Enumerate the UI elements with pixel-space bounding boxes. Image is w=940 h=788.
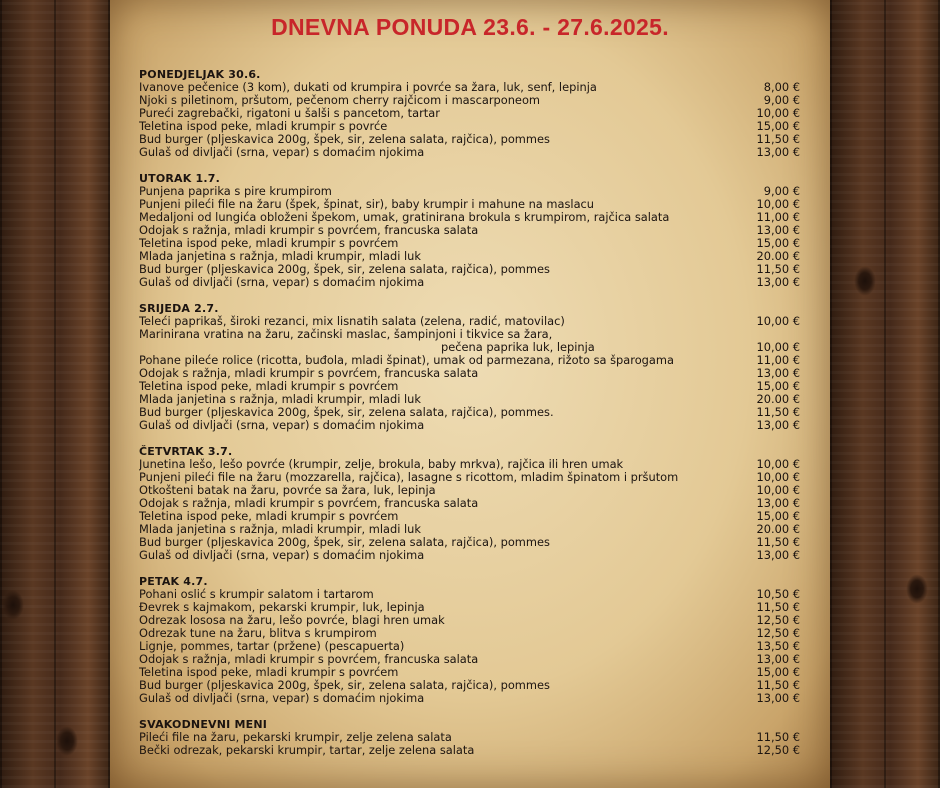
menu-item-price: 9,00 €	[763, 93, 800, 107]
menu-section	[139, 575, 800, 705]
menu-item-price: 11,50 €	[756, 730, 800, 744]
menu-item	[139, 601, 800, 614]
menu-item-name: Pohane pileće rolice (ricotta, buđola, mladi špinat), umak od parmezana, rižoto sa šparogama	[139, 354, 674, 367]
menu-section	[139, 68, 800, 159]
menu-item-name: Punjeni pileći file na žaru (špek, špinat, sir), baby krumpir i mahune na maslacu	[139, 198, 595, 211]
menu-item-name: Gulaš od divljači (srna, vepar) s domaćim njokima	[139, 692, 425, 705]
menu-item	[139, 224, 800, 237]
menu-item-name: Junetina lešo, lešo povrće (krumpir, zelje, brokula, baby mrkva), rajčica ili hren umak	[139, 458, 624, 471]
menu-item-price: 15,00 €	[756, 236, 800, 250]
menu-item-price: 13,00 €	[756, 366, 800, 380]
wood-knot	[906, 574, 928, 604]
menu-item-name: Gulaš od divljači (srna, vepar) s domaćim njokima	[139, 419, 425, 432]
day-heading: SVAKODNEVNI MENI	[139, 718, 268, 731]
menu-item-name: Odojak s ražnja, mladi krumpir s povrćem, francuska salata	[139, 497, 479, 510]
menu-item	[139, 627, 800, 640]
menu-section	[139, 302, 800, 432]
menu-item-name: Teletina ispod peke, mladi krumpir s povrćem	[139, 237, 399, 250]
menu-item-price: 11,50 €	[756, 678, 800, 692]
menu-item-name: Ivanove pečenice (3 kom), dukati od krumpira i povrće sa žara, luk, senf, lepinja	[139, 81, 597, 94]
menu-item	[139, 523, 800, 536]
menu-item-name: Odrezak tune na žaru, blitva s krumpirom	[139, 627, 377, 640]
menu-item-name: Pohani oslić s krumpir salatom i tartarom	[139, 588, 374, 601]
menu-item	[139, 120, 800, 133]
menu-item-name: Bud burger (pljeskavica 200g, špek, sir, zelena salata, rajčica), pommes	[139, 263, 550, 276]
menu-item	[139, 393, 800, 406]
menu-item-price: 12,50 €	[756, 743, 800, 757]
menu-item	[139, 133, 800, 146]
menu-item-name: Teletina ispod peke, mladi krumpir s povrćem	[139, 510, 399, 523]
menu-item-price: 11,50 €	[756, 262, 800, 276]
menu-item-price: 15,00 €	[756, 665, 800, 679]
menu-item	[139, 679, 800, 692]
menu-item-price: 10,00 €	[756, 483, 800, 497]
menu-item	[139, 406, 800, 419]
menu-item	[139, 536, 800, 549]
menu-item	[139, 692, 800, 705]
menu-item	[139, 653, 800, 666]
menu-item-price: 12,50 €	[756, 626, 800, 640]
daily-menu	[139, 68, 800, 770]
menu-item-name: Medaljoni od lungića obloženi špekom, umak, gratinirana brokula s krumpirom, rajčica salata	[139, 211, 670, 224]
menu-item-name: Punjena paprika s pire krumpirom	[139, 185, 332, 198]
menu-item-name: Odojak s ražnja, mladi krumpir s povrćem, francuska salata	[139, 367, 479, 380]
menu-item	[139, 380, 800, 393]
menu-item	[139, 666, 800, 679]
menu-item-price: 10,00 €	[756, 470, 800, 484]
menu-item	[139, 237, 800, 250]
menu-item	[139, 588, 800, 601]
menu-item-continuation	[139, 341, 800, 354]
menu-item	[139, 497, 800, 510]
menu-item-price: 13,00 €	[756, 691, 800, 705]
menu-item-name: Bečki odrezak, pekarski krumpir, tartar, zelje zelena salata	[139, 744, 475, 757]
menu-item-name: Njoki s piletinom, pršutom, pečenom cherry rajčicom i mascarponeom	[139, 94, 541, 107]
menu-item-price: 11,00 €	[756, 210, 800, 224]
menu-paper	[110, 0, 830, 788]
wood-knot	[56, 726, 78, 756]
menu-item-name: Đevrek s kajmakom, pekarski krumpir, luk, lepinja	[139, 601, 425, 614]
menu-item-name: Odojak s ražnja, mladi krumpir s povrćem, francuska salata	[139, 653, 479, 666]
menu-item-price: 10,00 €	[756, 457, 800, 471]
menu-item-price: 8,00 €	[763, 80, 800, 94]
menu-item-name: Bud burger (pljeskavica 200g, špek, sir, zelena salata, rajčica), pommes	[139, 536, 550, 549]
menu-item-price: 13,00 €	[756, 145, 800, 159]
menu-item	[139, 107, 800, 120]
menu-item-name: Bud burger (pljeskavica 200g, špek, sir, zelena salata, rajčica), pommes	[139, 679, 550, 692]
menu-item	[139, 458, 800, 471]
menu-item-name: Odrezak lososa na žaru, lešo povrće, blagi hren umak	[139, 614, 445, 627]
menu-item	[139, 211, 800, 224]
menu-item-name: Gulaš od divljači (srna, vepar) s domaćim njokima	[139, 549, 425, 562]
menu-item	[139, 510, 800, 523]
wood-knot	[854, 266, 876, 296]
menu-item-name: Mlada janjetina s ražnja, mladi krumpir, mladi luk	[139, 250, 422, 263]
menu-item-name: Lignje, pommes, tartar (pržene) (pescapuerta)	[139, 640, 405, 653]
menu-item-price: 20.00 €	[756, 249, 800, 263]
day-heading: ČETVRTAK 3.7.	[139, 445, 233, 458]
menu-item-name: Bud burger (pljeskavica 200g, špek, sir, zelena salata, rajčica), pommes.	[139, 406, 554, 419]
menu-item-price: 9,00 €	[763, 184, 800, 198]
menu-item-price: 15,00 €	[756, 379, 800, 393]
day-heading: PETAK 4.7.	[139, 575, 208, 588]
menu-item-name: Mlada janjetina s ražnja, mladi krumpir, mladi luk	[139, 523, 422, 536]
day-heading: UTORAK 1.7.	[139, 172, 220, 185]
menu-section	[139, 718, 800, 757]
menu-item	[139, 185, 800, 198]
wood-panel-left	[0, 0, 110, 788]
menu-item	[139, 81, 800, 94]
menu-item-name: Pileći file na žaru, pekarski krumpir, zelje zelena salata	[139, 731, 452, 744]
menu-item-price: 10,50 €	[756, 587, 800, 601]
menu-item-price: 10,00 €	[756, 106, 800, 120]
menu-item	[139, 146, 800, 159]
menu-item-price: 13,00 €	[756, 223, 800, 237]
menu-item	[139, 276, 800, 289]
menu-item-name: Teletina ispod peke, mladi krumpir s povrćem	[139, 380, 399, 393]
menu-item-name: Pureći zagrebački, rigatoni u šalši s pancetom, tartar	[139, 107, 440, 120]
menu-item-price: 11,50 €	[756, 600, 800, 614]
menu-item	[139, 484, 800, 497]
menu-item	[139, 419, 800, 432]
menu-item-price: 11,50 €	[756, 535, 800, 549]
menu-item-name: Teleći paprikaš, široki rezanci, mix lisnatih salata (zelena, radić, matovilac)	[139, 315, 565, 328]
menu-item-price: 13,00 €	[756, 548, 800, 562]
menu-item-name: Teletina ispod peke, mladi krumpir s povrće	[139, 120, 388, 133]
menu-item-price: 13,50 €	[756, 639, 800, 653]
menu-item	[139, 354, 800, 367]
menu-item-price: 13,00 €	[756, 496, 800, 510]
menu-item-name-continuation: pečena paprika luk, lepinja	[441, 341, 595, 354]
menu-item	[139, 94, 800, 107]
menu-item-price: 15,00 €	[756, 119, 800, 133]
menu-item	[139, 471, 800, 484]
menu-item-name: Gulaš od divljači (srna, vepar) s domaćim njokima	[139, 146, 425, 159]
day-heading: SRIJEDA 2.7.	[139, 302, 219, 315]
page-title: DNEVNA PONUDA 23.6. - 27.6.2025.	[271, 14, 669, 40]
menu-item	[139, 198, 800, 211]
menu-item-price: 20.00 €	[756, 392, 800, 406]
menu-item	[139, 315, 800, 328]
menu-item-name: Mlada janjetina s ražnja, mladi krumpir, mladi luk	[139, 393, 422, 406]
menu-item-price: 20.00 €	[756, 522, 800, 536]
menu-item	[139, 367, 800, 380]
menu-item-name: Punjeni pileći file na žaru (mozzarella, rajčica), lasagne s ricottom, mladim špinatom i pršutom	[139, 471, 679, 484]
menu-item-price: 10,00 €	[756, 197, 800, 211]
menu-item	[139, 328, 800, 341]
menu-item-price: 13,00 €	[756, 652, 800, 666]
menu-item-name: Bud burger (pljeskavica 200g, špek, sir, zelena salata, rajčica), pommes	[139, 133, 550, 146]
menu-item-name: Otkošteni batak na žaru, povrće sa žara, luk, lepinja	[139, 484, 436, 497]
menu-item-price: 10,00 €	[756, 314, 800, 328]
menu-item-price: 10,00 €	[756, 340, 800, 354]
menu-item-name: Marinirana vratina na žaru, začinski maslac, šampinjoni i tikvice sa žara,	[139, 328, 553, 341]
day-heading: PONEDJELJAK 30.6.	[139, 68, 261, 81]
menu-item-name: Teletina ispod peke, mladi krumpir s povrćem	[139, 666, 399, 679]
menu-item-price: 12,50 €	[756, 613, 800, 627]
menu-item	[139, 640, 800, 653]
menu-item	[139, 250, 800, 263]
menu-item-price: 11,50 €	[756, 405, 800, 419]
menu-item-name: Odojak s ražnja, mladi krumpir s povrćem, francuska salata	[139, 224, 479, 237]
menu-item-price: 11,00 €	[756, 353, 800, 367]
menu-item-price: 13,00 €	[756, 418, 800, 432]
menu-item	[139, 744, 800, 757]
menu-item-price: 11,50 €	[756, 132, 800, 146]
menu-item-price: 13,00 €	[756, 275, 800, 289]
menu-item-name: Gulaš od divljači (srna, vepar) s domaćim njokima	[139, 276, 425, 289]
menu-item-price: 15,00 €	[756, 509, 800, 523]
menu-item	[139, 549, 800, 562]
menu-section	[139, 172, 800, 289]
menu-item	[139, 731, 800, 744]
wood-panel-right	[830, 0, 940, 788]
menu-item	[139, 614, 800, 627]
wood-knot	[2, 590, 24, 620]
menu-section	[139, 445, 800, 562]
menu-item	[139, 263, 800, 276]
